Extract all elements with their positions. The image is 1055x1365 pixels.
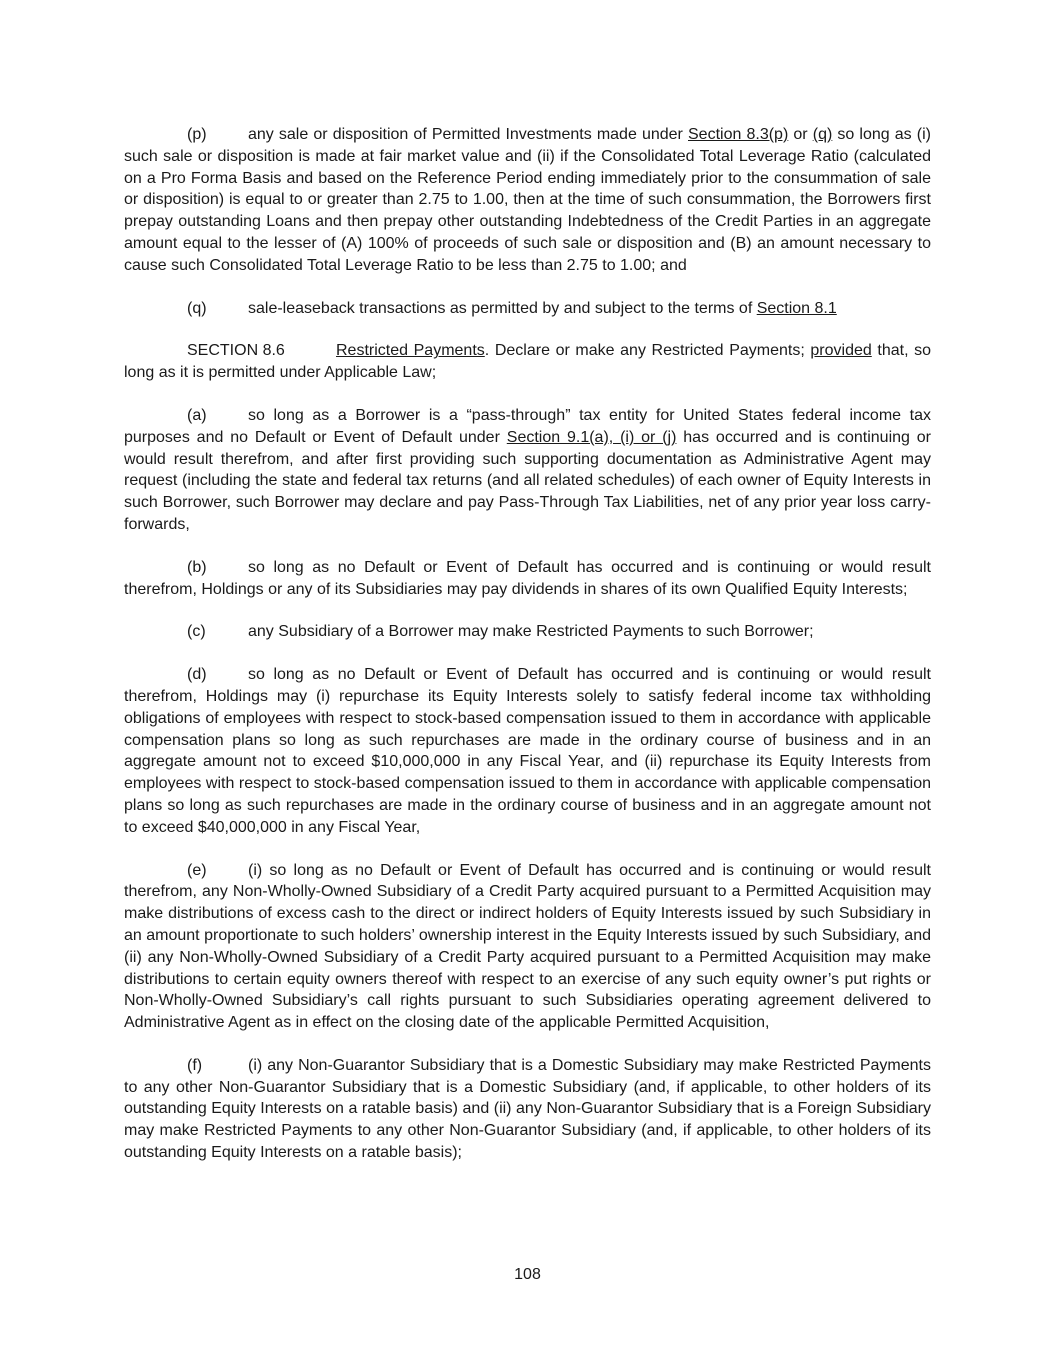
- section-reference: Section 8.3(p): [688, 126, 789, 143]
- clause-label: (e): [187, 861, 207, 879]
- section-text: that, so long as it is permitted under Applicable Law;: [124, 342, 932, 382]
- section-reference: Section 8.1: [756, 299, 837, 317]
- page-number: 108: [514, 1266, 541, 1283]
- clause-label: (p): [187, 126, 207, 143]
- provided-term: provided: [810, 342, 872, 360]
- document-page: [124, 124, 931, 1185]
- clause-text: any sale or disposition of Permitted Investments made under: [248, 126, 688, 143]
- section-number: SECTION 8.6: [187, 342, 285, 360]
- clause-label: (f): [187, 1056, 203, 1074]
- section-8-6: [124, 340, 931, 384]
- clause-text: so long as no Default or Event of Default has occurred and is continuing or would result therefrom, Holdings or any of its Subsidiaries may pay dividends in shares of its own Qualified Equity Interests;: [124, 558, 931, 598]
- clause-text: so long as (i) such sale or disposition is made at fair market value and (ii) if the Consolidated Total Leverage Ratio (calculated on a Pro Forma Basis and based on the Reference Period ending immediately prior to the consummation of sale or disposition) is equal to or greater than 2.75 to 1.00, then at the time of such consummation, the Borrowers first prepay outstanding Loans and then prepay other outstanding Indebtedness of the Credit Parties in an aggregate amount equal to the lesser of (A) 100% of proceeds of such sale or disposition and (B) an amount necessary to cause such Consolidated Total Leverage Ratio to be less than 2.75 to 1.00; and: [124, 126, 931, 274]
- section-reference: Section 9.1(a), (i) or (j): [506, 428, 677, 446]
- clause-text: or: [788, 126, 813, 143]
- clause-q: [124, 298, 931, 320]
- clause-label: (c): [187, 623, 206, 641]
- clause-label: (q): [187, 299, 207, 317]
- section-reference: (q): [812, 126, 833, 143]
- clause-label: (d): [187, 666, 207, 684]
- clause-text: sale-leaseback transactions as permitted by and subject to the terms of: [248, 299, 757, 317]
- clause-p: [124, 124, 931, 277]
- clause-text: has occurred and is continuing or would result therefrom, and after first providing such supporting documentation as Administrative Agent may request (including the state and federal tax returns (and all related schedules) of each owner of Equity Interests in such Borrower, such Borrower may declare and pay Pass-Through Tax Liabilities, net of any prior year loss carry-forwards,: [124, 428, 932, 533]
- clause-text: (i) any Non-Guarantor Subsidiary that is a Domestic Subsidiary may make Restricted Payments to any other Non-Guarantor Subsidiary that is a Domestic Subsidiary (and, if applicable, to other holders of its outstanding Equity Interests on a ratable basis) and (ii) any Non-Guarantor Subsidiary that is a Foreign Subsidiary may make Restricted Payments to any other Non-Guarantor Subsidiary (and, if applicable, to other holders of its outstanding Equity Interests on a ratable basis);: [124, 1056, 931, 1162]
- clause-label: (a): [187, 406, 207, 424]
- clause-a: [124, 405, 931, 536]
- clause-d: [124, 664, 931, 838]
- clause-text: any Subsidiary of a Borrower may make Restricted Payments to such Borrower;: [248, 623, 814, 641]
- clause-f: [124, 1055, 931, 1164]
- clause-b: [124, 557, 931, 601]
- clause-e: [124, 860, 931, 1034]
- section-text: . Declare or make any Restricted Payments;: [484, 342, 811, 360]
- clause-label: (b): [187, 558, 207, 576]
- clause-text: (i) so long as no Default or Event of Default has occurred and is continuing or would result therefrom, any Non-Wholly-Owned Subsidiary of a Credit Party acquired pursuant to a Permitted Acquisition may make distributions of excess cash to the direct or indirect holders of Equity Interests issued by such Subsidiary in an amount proportionate to such holders’ ownership interest in the Equity Interests issued by such Subsidiary, and (ii) any Non-Wholly-Owned Subsidiary of a Credit Party acquired pursuant to a Permitted Acquisition may make distributions to certain equity owners thereof with respect to an exercise of any such equity owner’s put rights or Non-Wholly-Owned Subsidiary’s call rights pursuant to such Subsidiaries operating agreement delivered to Administrative Agent as in effect on the closing date of the applicable Permitted Acquisition,: [124, 861, 931, 1032]
- clause-text: so long as a Borrower is a “pass-through” tax entity for United States federal income tax purposes and no Default or Event of Default under: [124, 406, 931, 446]
- clause-text: so long as no Default or Event of Default has occurred and is continuing or would result therefrom, Holdings may (i) repurchase its Equity Interests solely to satisfy federal income tax withholding obligations of employees with respect to stock-based compensation issued to them in accordance with applicable compensation plans so long as such repurchases are made in the ordinary course of business and in an aggregate amount not to exceed $10,000,000 in any Fiscal Year, and (ii) repurchase its Equity Interests from employees with respect to stock-based compensation issued to them in accordance with applicable compensation plans so long as such repurchases are made in the ordinary course of business and in an aggregate amount not to exceed $40,000,000 in any Fiscal Year,: [124, 666, 931, 836]
- clause-c: [124, 621, 931, 643]
- section-title: Restricted Payments: [336, 342, 485, 360]
